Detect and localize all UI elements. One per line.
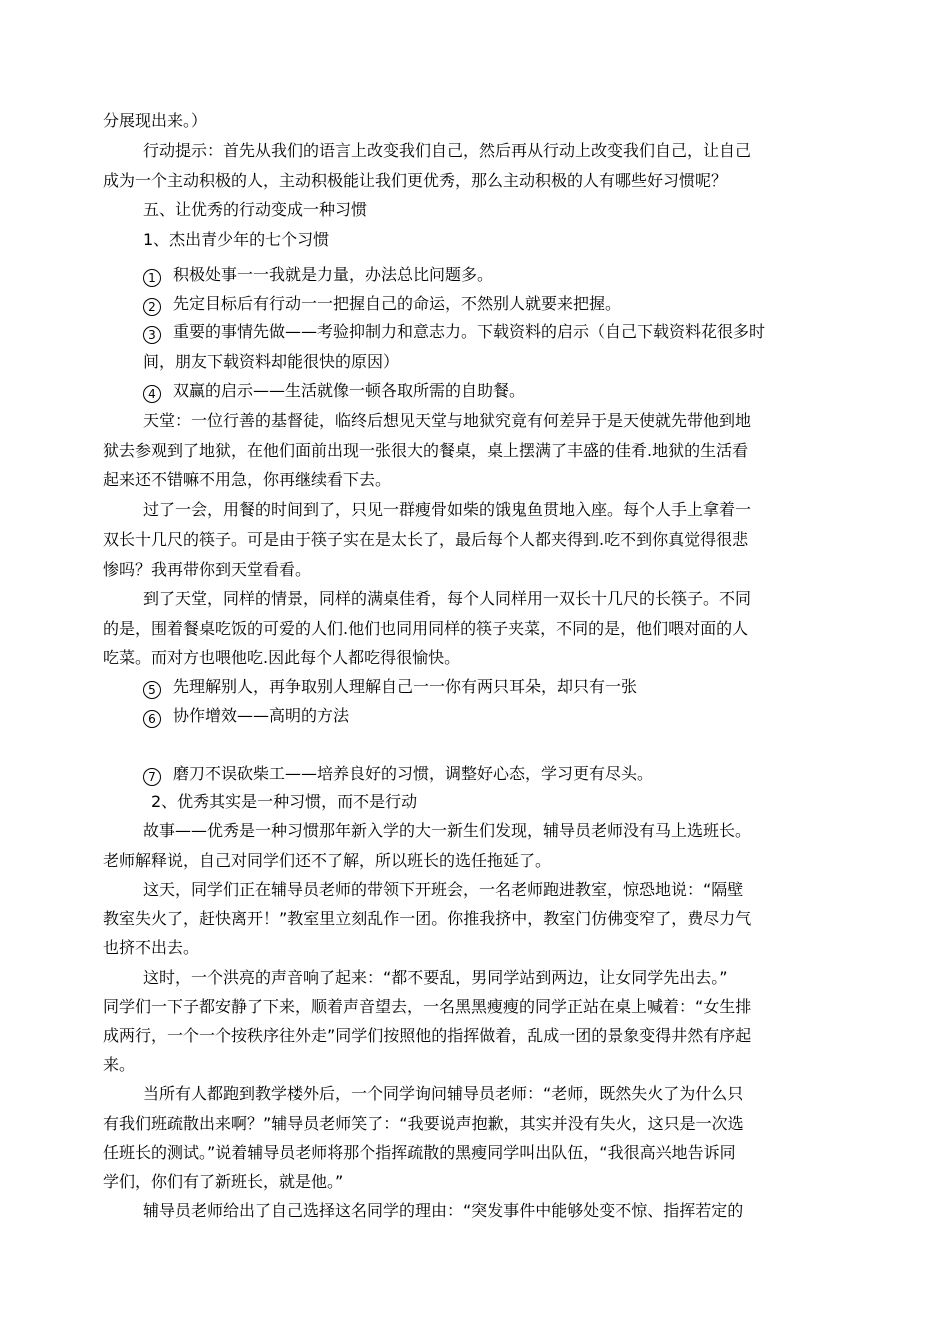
text-line: 同学们一下子都安静了下来，顺着声音望去，一名黑黑瘦瘦的同学正站在桌上喊着：“女生排	[103, 997, 752, 1016]
text-line: 成两行，一个一个按秩序往外走”同学们按照他的指挥做着，乱成一团的景象变得井然有序起	[103, 1026, 752, 1045]
text-line: 学们，你们有了新班长，就是他。”	[103, 1172, 344, 1191]
habit-text: 积极处事一一我就是力量，办法总比问题多。	[173, 265, 494, 284]
habit-text: 先定目标后有行动一一把握自己的命运，不然别人就要来把握。	[173, 294, 622, 313]
habit-item-2	[0, 294, 950, 316]
text-line: 起来还不错嘛不用急，你再继续看下去。	[103, 470, 392, 489]
circled-number-icon: 7	[143, 768, 161, 786]
habit-text: 重要的事情先做——考验抑制力和意志力。下载资料的启示（自己下载资料花很多时	[173, 322, 766, 341]
text-line: 双长十几尺的筷子。可是由于筷子实在是太长了，最后每个人都夹得到.吃不到你真觉得很悲	[103, 530, 749, 549]
text-line: 任班长的测试。”说着辅导员老师将那个指挥疏散的黑瘦同学叫出队伍，“我很高兴地告诉同	[103, 1143, 736, 1162]
text-line: 老师解释说，自己对同学们还不了解，所以班长的选任拖延了。	[103, 851, 552, 870]
subsection-heading: 2、优秀其实是一种习惯，而不是行动	[151, 792, 418, 811]
text-line: 狱去参观到了地狱，在他们面前出现一张很大的餐桌，桌上摆满了丰盛的佳肴.地狱的生活看	[103, 441, 749, 460]
text-line: 辅导员老师给出了自己选择这名同学的理由：“突发事件中能够处变不惊、指挥若定的	[143, 1201, 744, 1220]
text-line: 到了天堂，同样的情景，同样的满桌佳肴，每个人同样用一双长十几尺的长筷子。不同	[143, 589, 752, 608]
text-line: 吃菜。而对方也喂他吃.因此每个人都吃得很愉快。	[103, 648, 461, 667]
habit-text: 磨刀不误砍柴工——培养良好的习惯，调整好心态，学习更有尽头。	[173, 764, 654, 783]
text-line: 也挤不出去。	[103, 938, 200, 957]
text-line: 当所有人都跑到教学楼外后，一个同学询问辅导员老师：“老师，既然失火了为什么只	[143, 1084, 744, 1103]
text-line: 这天，同学们正在辅导员老师的带领下开班会，一名老师跑进教室，惊恐地说：“隔壁	[143, 880, 744, 899]
circled-number-icon: 3	[143, 326, 161, 344]
habit-item-5	[0, 677, 950, 699]
circled-number-icon: 6	[143, 710, 161, 728]
circled-number-icon: 2	[143, 298, 161, 316]
habit-item-6	[0, 706, 950, 728]
circled-number-icon: 5	[143, 681, 161, 699]
subsection-heading: 1、杰出青少年的七个习惯	[143, 230, 330, 249]
text-line: 惨吗？我再带你到天堂看看。	[103, 560, 312, 579]
text-line: 间，朋友下载资料却能很快的原因）	[143, 352, 400, 371]
text-line: 教室失火了，赶快离开！”教室里立刻乱作一团。你推我挤中，教室门仿佛变窄了，费尽力气	[103, 909, 752, 928]
section-heading: 五、让优秀的行动变成一种习惯	[143, 200, 368, 219]
text-line: 过了一会，用餐的时间到了，只见一群瘦骨如柴的饿鬼鱼贯地入座。每个人手上拿着一	[143, 500, 752, 519]
habit-item-3	[0, 322, 950, 344]
text-line: 这时，一个洪亮的声音响了起来：“都不要乱，男同学站到两边，让女同学先出去。”	[143, 968, 728, 987]
habit-text: 先理解别人，再争取别人理解自己一一你有两只耳朵，却只有一张	[173, 677, 638, 696]
text-line: 成为一个主动积极的人，主动积极能让我们更优秀，那么主动积极的人有哪些好习惯呢？	[103, 171, 728, 190]
circled-number-icon: 4	[143, 385, 161, 403]
text-line: 故事——优秀是一种习惯那年新入学的大一新生们发现，辅导员老师没有马上选班长。	[143, 821, 752, 840]
circled-number-icon: 1	[143, 269, 161, 287]
habit-text: 双赢的启示——生活就像一顿各取所需的自助餐。	[173, 381, 526, 400]
text-line: 有我们班疏散出来啊？”辅导员老师笑了：“我要说声抱歉，其实并没有失火，这只是一次选	[103, 1114, 744, 1133]
text-line: 来。	[103, 1055, 136, 1074]
text-line: 天堂：一位行善的基督徒，临终后想见天堂与地狱究竟有何差异于是天使就先带他到地	[143, 411, 752, 430]
text-line: 分展现出来。）	[103, 111, 208, 130]
text-line: 行动提示：首先从我们的语言上改变我们自己，然后再从行动上改变我们自己，让自己	[143, 141, 752, 160]
habit-item-4	[0, 381, 950, 403]
habit-text: 协作增效——高明的方法	[173, 706, 350, 725]
habit-item-1	[0, 265, 950, 287]
text-line: 的是，围着餐桌吃饭的可爱的人们.他们也同用同样的筷子夹菜，不同的是，他们喂对面的人	[103, 619, 749, 638]
habit-item-7	[0, 764, 950, 786]
